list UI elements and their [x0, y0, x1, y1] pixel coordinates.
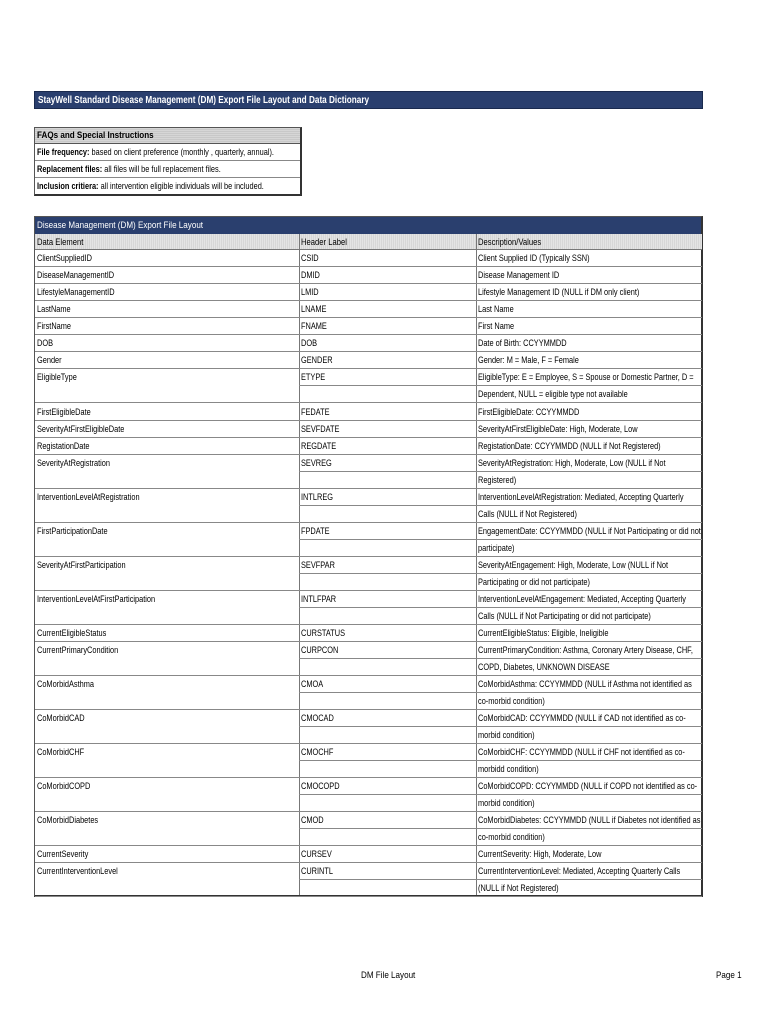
description-cell-text: CurrentSeverity: High, Moderate, Low: [478, 849, 602, 859]
description-cell: [476, 267, 702, 284]
description-cell-text: Gender: M = Male, F = Female: [478, 355, 579, 365]
description-cell: [476, 642, 702, 676]
description-cell: [476, 710, 702, 744]
header-label-cell-text: FPDATE: [301, 526, 330, 536]
faq-label: File frequency:: [37, 147, 90, 157]
data-element-cell: [35, 352, 299, 369]
description-cell: [476, 812, 702, 846]
data-element-cell: [35, 778, 299, 795]
header-label-cell: [299, 284, 476, 301]
faq-row: [35, 178, 300, 194]
header-label-cell: [299, 404, 476, 421]
header-label-cell: [299, 421, 476, 438]
faq-label: Replacement files:: [37, 164, 103, 174]
row-divider: [299, 539, 476, 540]
header-label-cell: [299, 369, 476, 386]
header-label-cell: [299, 489, 476, 506]
table-row: [35, 710, 701, 744]
row-divider: [476, 828, 702, 829]
header-label-cell-text: INTLREG: [301, 492, 333, 502]
row-divider: [476, 471, 702, 472]
header-label-cell-text: FEDATE: [301, 407, 330, 417]
header-label-cell-text: CMOCOPD: [301, 781, 340, 791]
header-label-cell-text: DMID: [301, 270, 320, 280]
data-element-cell: [35, 676, 299, 693]
table-row: [35, 438, 701, 455]
row-divider: [299, 879, 476, 880]
table-row: [35, 778, 701, 812]
header-label-cell: [299, 591, 476, 608]
description-cell-text: Last Name: [478, 304, 514, 314]
column-header-description: [476, 234, 702, 250]
data-element-cell-text: SeverityAtFirstParticipation: [37, 560, 126, 570]
description-cell: [476, 625, 702, 642]
description-cell: [476, 591, 702, 625]
column-header-text: Data Element: [37, 237, 84, 247]
data-element-cell: [35, 404, 299, 421]
data-element-cell-text: CurrentPrimaryCondition: [37, 645, 119, 655]
data-element-cell: [35, 523, 299, 540]
row-divider: [299, 402, 476, 403]
description-cell: [476, 438, 702, 455]
row-divider: [476, 692, 702, 693]
row-divider: [299, 692, 476, 693]
table-row: [35, 318, 701, 335]
description-cell-text: Client Supplied ID (Typically SSN): [478, 253, 590, 263]
header-label-cell-text: DOB: [301, 338, 318, 348]
document-title-text: StayWell Standard Disease Management (DM) Export File Layout and Data Dictionary: [38, 95, 370, 106]
footer-title-text: DM File Layout: [361, 970, 416, 981]
header-label-cell: [299, 863, 476, 880]
description-cell-text: CoMorbidAsthma: CCYYMMDD (NULL if Asthma not identified as co-morbid condition): [478, 679, 692, 706]
description-cell: [476, 318, 702, 335]
faq-heading-text: FAQs and Special Instructions: [37, 130, 154, 141]
footer-title: [361, 970, 425, 981]
data-element-cell-text: SeverityAtRegistration: [37, 458, 111, 468]
export-layout-table: [34, 216, 703, 897]
data-element-cell: [35, 455, 299, 472]
header-label-cell-text: GENDER: [301, 355, 333, 365]
page-number-text: Page 1: [716, 970, 742, 981]
table-row: [35, 352, 701, 369]
column-header-header-label: [299, 234, 476, 250]
header-label-cell-text: SEVFPAR: [301, 560, 335, 570]
description-cell-text: CoMorbidCAD: CCYYMMDD (NULL if CAD not identified as co-morbid condition): [478, 713, 686, 740]
row-divider: [299, 658, 476, 659]
header-label-cell: [299, 250, 476, 267]
description-cell: [476, 335, 702, 352]
description-cell: [476, 846, 702, 863]
data-element-cell-text: SeverityAtFirstEligibleDate: [37, 424, 125, 434]
header-label-cell-text: CURPCON: [301, 645, 339, 655]
row-divider: [476, 794, 702, 795]
data-element-cell: [35, 318, 299, 335]
description-cell-text: Lifestyle Management ID (NULL if DM only client): [478, 287, 640, 297]
column-header-text: Header Label: [301, 237, 347, 247]
header-label-cell-text: CMOCAD: [301, 713, 334, 723]
data-element-cell-text: Gender: [37, 355, 62, 365]
header-label-cell: [299, 523, 476, 540]
data-element-cell: [35, 846, 299, 863]
column-header-text: Description/Values: [478, 237, 542, 247]
table-row: [35, 523, 701, 557]
faq-text: based on client preference (monthly , quarterly, annual).: [89, 147, 274, 157]
faq-row: [35, 161, 300, 178]
data-element-cell-text: RegistationDate: [37, 441, 90, 451]
faq-text: all files will be full replacement files.: [102, 164, 221, 174]
document-title: [34, 91, 703, 109]
table-row: [35, 301, 701, 318]
header-label-cell-text: CURINTL: [301, 866, 333, 876]
faq-label: Inclusion critiera:: [37, 181, 99, 191]
data-element-cell-text: ClientSuppliedID: [37, 253, 92, 263]
header-label-cell-text: SEVFDATE: [301, 424, 340, 434]
table-row: [35, 642, 701, 676]
table-row: [35, 557, 701, 591]
data-element-cell: [35, 489, 299, 506]
description-cell-text: CoMorbidCHF: CCYYMMDD (NULL if CHF not identified as co-morbidd condition): [478, 747, 685, 774]
header-label-cell-text: CMOA: [301, 679, 324, 689]
faq-text: all intervention eligible individuals will be included.: [98, 181, 264, 191]
data-element-cell-text: CoMorbidAsthma: [37, 679, 95, 689]
header-label-cell: [299, 301, 476, 318]
description-cell: [476, 778, 702, 812]
data-element-cell-text: FirstEligibleDate: [37, 407, 91, 417]
description-cell: [476, 421, 702, 438]
row-divider: [299, 794, 476, 795]
header-label-cell-text: FNAME: [301, 321, 327, 331]
row-divider: [299, 385, 476, 386]
header-label-cell: [299, 710, 476, 727]
header-label-cell-text: REGDATE: [301, 441, 337, 451]
description-cell: [476, 557, 702, 591]
faq-section: [34, 127, 302, 196]
data-element-cell: [35, 335, 299, 352]
row-divider: [299, 505, 476, 506]
row-divider: [476, 505, 702, 506]
row-divider: [476, 385, 702, 386]
description-cell-text: EligibleType: E = Employee, S = Spouse or Domestic Partner, D = Dependent, NULL = eligible type not available: [478, 372, 694, 399]
table-row: [35, 489, 701, 523]
data-element-cell-text: CoMorbidCHF: [37, 747, 85, 757]
data-element-cell: [35, 369, 299, 386]
description-cell-text: Date of Birth: CCYYMMDD: [478, 338, 567, 348]
description-cell-text: FirstEligibleDate: CCYYMMDD: [478, 407, 580, 417]
data-element-cell: [35, 863, 299, 880]
row-divider: [299, 471, 476, 472]
table-row: [35, 625, 701, 642]
description-cell: [476, 676, 702, 710]
layout-heading: [35, 217, 701, 234]
data-element-cell-text: DiseaseManagementID: [37, 270, 115, 280]
header-label-cell-text: CMOCHF: [301, 747, 334, 757]
row-divider: [35, 896, 299, 897]
header-label-cell: [299, 267, 476, 284]
description-cell: [476, 369, 702, 403]
row-divider: [476, 573, 702, 574]
table-row: [35, 404, 701, 421]
description-cell: [476, 744, 702, 778]
data-element-cell: [35, 812, 299, 829]
description-cell-text: CurrentInterventionLevel: Mediated, Accepting Quarterly Calls (NULL if Not Registered): [478, 866, 681, 893]
description-cell: [476, 523, 702, 557]
data-element-cell-text: FirstName: [37, 321, 72, 331]
data-element-cell: [35, 301, 299, 318]
description-cell: [476, 455, 702, 489]
header-label-cell-text: LMID: [301, 287, 319, 297]
data-element-cell-text: CoMorbidCAD: [37, 713, 85, 723]
header-label-cell-text: INTLFPAR: [301, 594, 337, 604]
data-element-cell-text: LastName: [37, 304, 71, 314]
column-header-data-element: [35, 234, 299, 250]
faq-heading: [35, 128, 300, 144]
table-row: [35, 812, 701, 846]
data-element-cell-text: InterventionLevelAtRegistration: [37, 492, 140, 502]
header-label-cell: [299, 676, 476, 693]
description-cell: [476, 404, 702, 421]
table-row: [35, 591, 701, 625]
header-label-cell: [299, 744, 476, 761]
description-cell-text: Disease Management ID: [478, 270, 560, 280]
row-divider: [476, 539, 702, 540]
table-row: [35, 676, 701, 710]
table-row: [35, 335, 701, 352]
description-cell-text: First Name: [478, 321, 515, 331]
row-divider: [476, 760, 702, 761]
header-label-cell: [299, 455, 476, 472]
header-label-cell-text: CURSTATUS: [301, 628, 346, 638]
description-cell: [476, 489, 702, 523]
header-label-cell-text: SEVREG: [301, 458, 332, 468]
description-cell-text: InterventionLevelAtRegistration: Mediated, Accepting Quarterly Calls (NULL if Not Registered): [478, 492, 684, 519]
header-label-cell-text: ETYPE: [301, 372, 326, 382]
header-label-cell-text: LNAME: [301, 304, 327, 314]
description-cell-text: SeverityAtFirstEligibleDate: High, Moderate, Low: [478, 424, 638, 434]
description-cell-text: EngagementDate: CCYYMMDD (NULL if Not Participating or did not participate): [478, 526, 701, 553]
header-label-cell: [299, 557, 476, 574]
header-label-cell-text: CMOD: [301, 815, 324, 825]
row-divider: [476, 726, 702, 727]
row-divider: [299, 726, 476, 727]
data-element-cell-text: CurrentInterventionLevel: [37, 866, 118, 876]
row-divider: [299, 760, 476, 761]
description-cell: [476, 284, 702, 301]
table-row: [35, 744, 701, 778]
table-row: [35, 284, 701, 301]
faq-row: [35, 144, 300, 161]
row-divider: [476, 658, 702, 659]
data-element-cell: [35, 421, 299, 438]
description-cell: [476, 301, 702, 318]
description-cell-text: InterventionLevelAtEngagement: Mediated, Accepting Quarterly Calls (NULL if Not Participating or did not participate): [478, 594, 686, 621]
row-divider: [476, 896, 702, 897]
header-label-cell: [299, 778, 476, 795]
data-element-cell-text: InterventionLevelAtFirstParticipation: [37, 594, 156, 604]
header-label-cell: [299, 625, 476, 642]
row-divider: [299, 573, 476, 574]
row-divider: [35, 402, 299, 403]
description-cell-text: CurrentPrimaryCondition: Asthma, Coronary Artery Disease, CHF, COPD, Diabetes, UNKNOWN DISEASE: [478, 645, 693, 672]
data-element-cell-text: LifestyleManagementID: [37, 287, 115, 297]
header-label-cell: [299, 335, 476, 352]
description-cell-text: SeverityAtRegistration: High, Moderate, Low (NULL if Not Registered): [478, 458, 666, 485]
table-row: [35, 863, 701, 897]
row-divider: [476, 879, 702, 880]
data-element-cell-text: FirstParticipationDate: [37, 526, 108, 536]
description-cell-text: CoMorbidDiabetes: CCYYMMDD (NULL if Diabetes not identified as co-morbid condition): [478, 815, 701, 842]
description-cell: [476, 250, 702, 267]
data-element-cell-text: EligibleType: [37, 372, 77, 382]
data-element-cell: [35, 438, 299, 455]
header-label-cell: [299, 642, 476, 659]
header-label-cell: [299, 318, 476, 335]
description-cell-text: CurrentEligibleStatus: Eligible, Ineligible: [478, 628, 609, 638]
table-row: [35, 846, 701, 863]
row-divider: [299, 607, 476, 608]
page-number: [716, 970, 746, 981]
row-divider: [299, 896, 476, 897]
description-cell-text: SeverityAtEngagement: High, Moderate, Low (NULL if Not Participating or did not participate): [478, 560, 669, 587]
data-element-cell: [35, 557, 299, 574]
header-label-cell: [299, 846, 476, 863]
data-element-cell: [35, 744, 299, 761]
row-divider: [476, 402, 702, 403]
table-row: [35, 250, 701, 267]
row-divider: [476, 607, 702, 608]
data-element-cell-text: CoMorbidCOPD: [37, 781, 91, 791]
description-cell: [476, 863, 702, 897]
row-divider: [299, 828, 476, 829]
data-element-cell: [35, 625, 299, 642]
header-label-cell-text: CURSEV: [301, 849, 332, 859]
header-label-cell: [299, 352, 476, 369]
data-element-cell: [35, 250, 299, 267]
table-row: [35, 267, 701, 284]
description-cell: [476, 352, 702, 369]
layout-heading-text: Disease Management (DM) Export File Layout: [37, 220, 204, 231]
table-row: [35, 421, 701, 438]
data-element-cell-text: CoMorbidDiabetes: [37, 815, 99, 825]
header-label-cell: [299, 438, 476, 455]
table-row: [35, 455, 701, 489]
data-element-cell-text: CurrentSeverity: [37, 849, 89, 859]
table-row: [35, 369, 701, 404]
data-element-cell-text: CurrentEligibleStatus: [37, 628, 107, 638]
header-label-cell-text: CSID: [301, 253, 319, 263]
data-element-cell: [35, 267, 299, 284]
description-cell-text: CoMorbidCOPD: CCYYMMDD (NULL if COPD not identified as co-morbid condition): [478, 781, 698, 808]
data-element-cell: [35, 710, 299, 727]
data-element-cell-text: DOB: [37, 338, 54, 348]
data-element-cell: [35, 591, 299, 608]
description-cell-text: RegistationDate: CCYYMMDD (NULL if Not Registered): [478, 441, 661, 451]
data-element-cell: [35, 284, 299, 301]
data-element-cell: [35, 642, 299, 659]
header-label-cell: [299, 812, 476, 829]
